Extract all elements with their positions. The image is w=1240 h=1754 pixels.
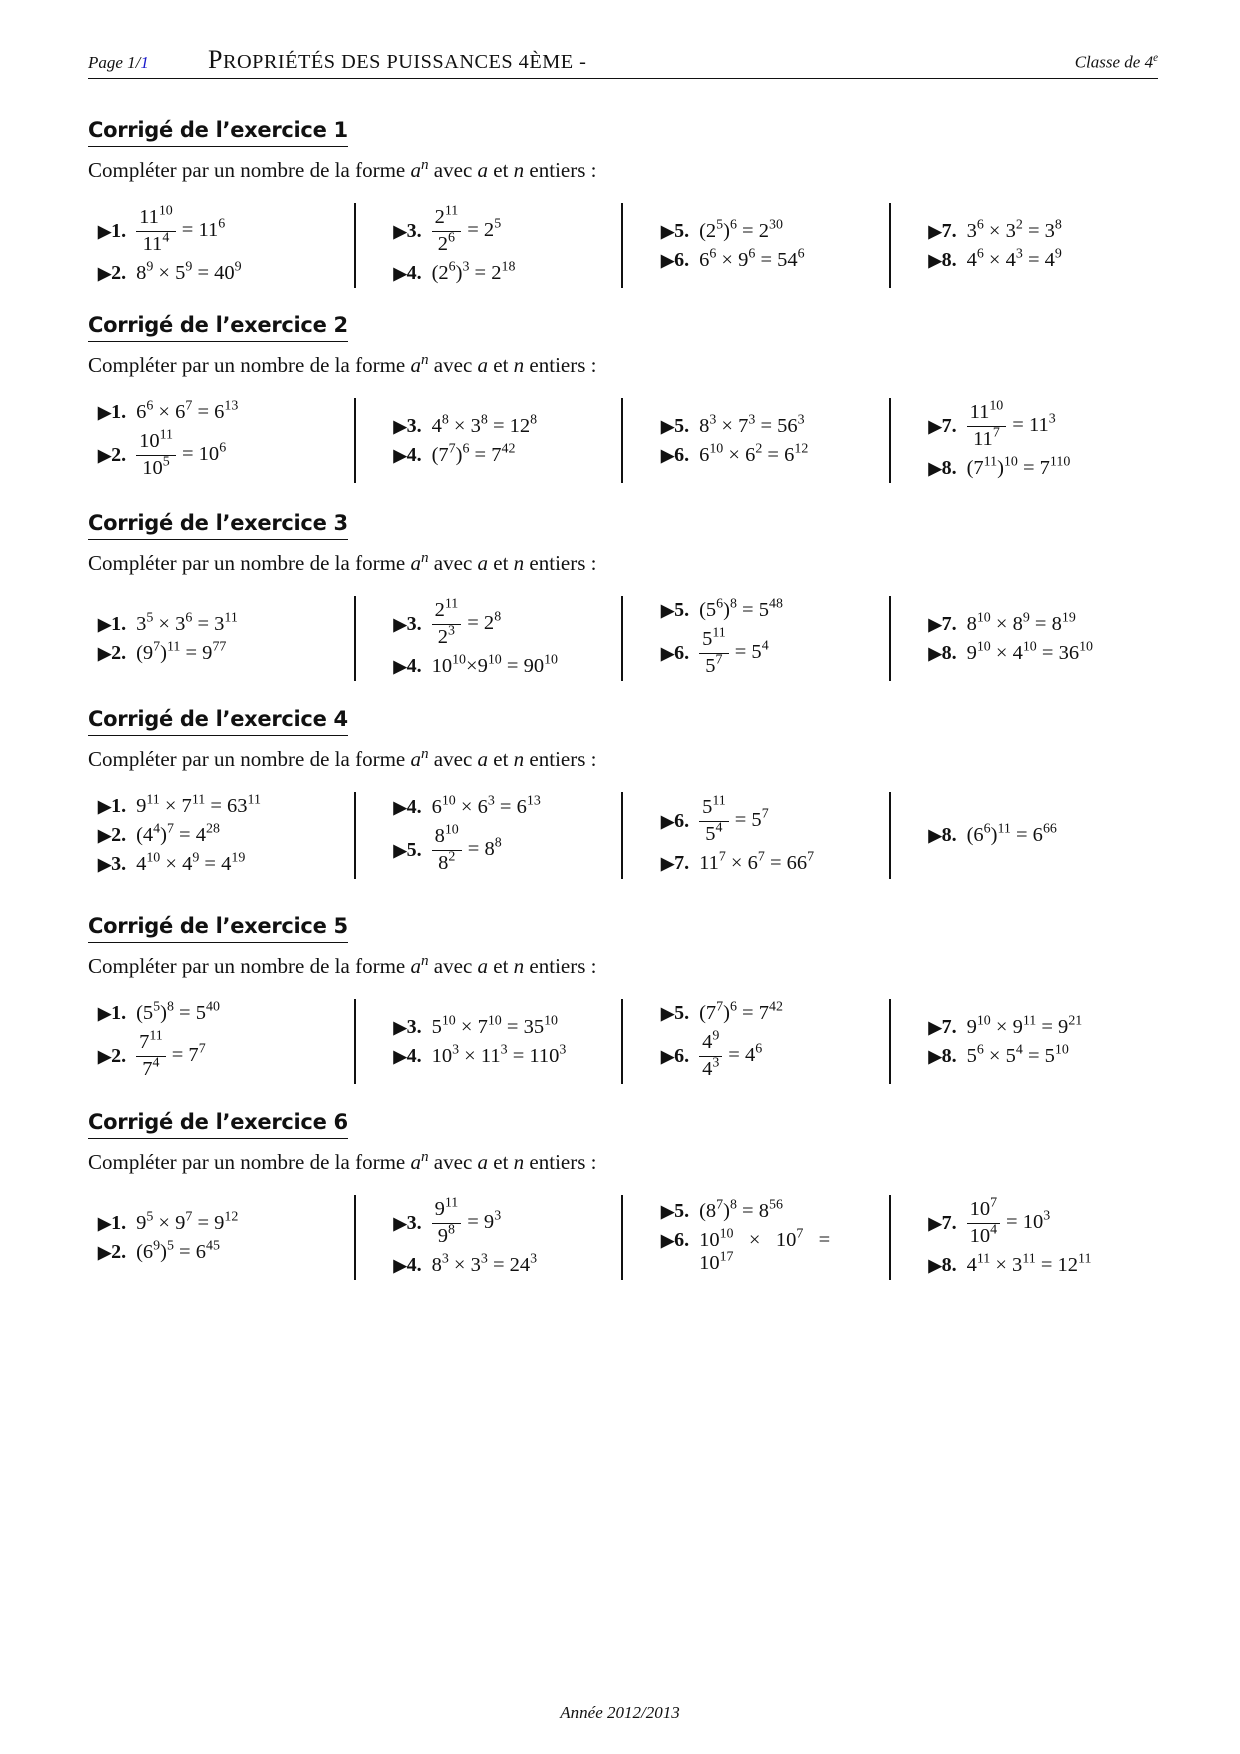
triangle-bullet-icon: ▶ xyxy=(661,416,675,436)
item-expression xyxy=(432,822,502,875)
exercise-item xyxy=(661,596,889,622)
exercise-instruction: Compléter par un nombre de la forme $a^n$ avec a et n entiers : xyxy=(88,1149,597,1174)
item-number: ▶4. xyxy=(393,262,422,285)
exercise-item xyxy=(928,1042,1159,1068)
fraction-result: = $5^4$ xyxy=(734,638,769,663)
item-number: ▶6. xyxy=(661,809,690,832)
exercise-column xyxy=(356,1195,624,1280)
exercise-column xyxy=(88,398,356,483)
exercise-column xyxy=(623,398,891,483)
triangle-bullet-icon: ▶ xyxy=(928,826,942,845)
triangle-bullet-icon: ▶ xyxy=(928,1017,942,1037)
page-header xyxy=(88,42,1158,79)
exercise-item xyxy=(98,427,354,480)
item-expression xyxy=(432,1195,502,1248)
exercise-title: Corrigé de l’exercice 4 xyxy=(88,707,348,736)
item-number: ▶5. xyxy=(661,1200,690,1223)
exercise-item xyxy=(98,1238,354,1264)
exercise-title: Corrigé de l’exercice 6 xyxy=(88,1110,348,1139)
fraction-denominator: $4^3$ xyxy=(702,1055,720,1080)
fraction xyxy=(136,203,176,256)
item-expression: $(4^4)^7 = 4^{28}$ xyxy=(136,821,220,846)
fraction-numerator: $7^{11}$ xyxy=(136,1031,166,1057)
item-number: ▶3. xyxy=(393,1015,422,1038)
fraction-denominator: $5^7$ xyxy=(705,652,723,677)
exercise-item xyxy=(928,610,1159,636)
exercise-column xyxy=(623,596,891,681)
item-expression xyxy=(699,1226,831,1275)
exercise-item xyxy=(928,246,1159,272)
triangle-bullet-icon: ▶ xyxy=(98,797,112,816)
exercise-columns xyxy=(88,1195,1158,1280)
exercise-item xyxy=(393,1251,622,1277)
fraction-result: = $9^3$ xyxy=(467,1208,502,1233)
document-title: PROPRIÉTÉS DES PUISSANCES 4ÈME - xyxy=(208,45,587,74)
exercise-item xyxy=(98,610,354,636)
fraction-numerator: $10^7$ xyxy=(967,1198,1000,1224)
exercise-column xyxy=(88,999,356,1084)
triangle-bullet-icon: ▶ xyxy=(661,1004,675,1023)
item-number: ▶8. xyxy=(928,641,957,664)
fraction-result: = $10^3$ xyxy=(1006,1208,1051,1233)
fraction xyxy=(432,203,462,256)
triangle-bullet-icon: ▶ xyxy=(661,250,675,270)
item-number: ▶5. xyxy=(393,838,422,861)
triangle-bullet-icon: ▶ xyxy=(928,1213,942,1233)
exercise-item xyxy=(98,1209,354,1235)
item-number: ▶6. xyxy=(661,641,690,664)
wrapped-expression xyxy=(699,1226,831,1275)
exercise-title: Corrigé de l’exercice 1 xyxy=(88,118,348,147)
exercise-column xyxy=(891,203,1159,288)
triangle-bullet-icon: ▶ xyxy=(393,1213,407,1233)
item-expression: $8^3 \times 3^3 = 24^3$ xyxy=(431,1251,538,1277)
fraction-result: = $11^3$ xyxy=(1012,411,1056,436)
triangle-bullet-icon: ▶ xyxy=(928,614,942,634)
exercise-item xyxy=(393,203,622,256)
fraction-denominator: $2^6$ xyxy=(437,230,456,255)
fraction-result: = $5^7$ xyxy=(734,806,769,831)
exercise-item xyxy=(661,999,889,1025)
page-total-link[interactable]: 1 xyxy=(140,53,149,72)
triangle-bullet-icon: ▶ xyxy=(98,826,112,845)
item-expression: $3^6 \times 3^2 = 3^8$ xyxy=(966,217,1062,242)
exercise-item xyxy=(661,849,889,875)
item-number: ▶5. xyxy=(661,1002,690,1024)
fraction-denominator: $5^4$ xyxy=(705,820,723,845)
exercise-column xyxy=(891,792,1159,879)
item-expression: $9^{11} \times 7^{11} = 63^{11}$ xyxy=(136,792,261,817)
item-expression: $6^{10} \times 6^2 = 6^{12}$ xyxy=(699,441,809,466)
item-expression: $(2^6)^3 = 2^{18}$ xyxy=(431,259,516,285)
fraction xyxy=(432,822,462,875)
fraction-denominator: $11^4$ xyxy=(142,230,170,255)
exercise-column xyxy=(623,1195,891,1280)
exercise-item xyxy=(393,793,622,819)
item-number: ▶7. xyxy=(661,852,690,875)
exercise-1 xyxy=(88,118,1158,288)
item-expression xyxy=(699,1028,763,1081)
exercise-column xyxy=(623,999,891,1084)
fraction-numerator: $9^{11}$ xyxy=(432,1198,462,1224)
triangle-bullet-icon: ▶ xyxy=(928,250,942,270)
item-number: ▶2. xyxy=(98,824,127,846)
page-number: Page 1/1 xyxy=(88,53,149,72)
fraction xyxy=(967,398,1007,451)
exercise-item xyxy=(98,203,354,256)
item-expression: $10^{10}\times 9^{10} = 90^{10}$ xyxy=(431,652,559,678)
item-number: ▶8. xyxy=(928,1044,957,1067)
exercise-item xyxy=(393,259,622,285)
exercise-3 xyxy=(88,511,1158,681)
exercise-item xyxy=(393,596,622,649)
exercise-columns xyxy=(88,999,1158,1084)
item-expression xyxy=(136,1028,206,1081)
fraction-numerator: $4^9$ xyxy=(699,1031,722,1057)
exercise-column xyxy=(623,203,891,288)
item-number: ▶6. xyxy=(661,1229,690,1252)
item-number: ▶4. xyxy=(393,1044,422,1067)
fraction-numerator: $5^{11}$ xyxy=(699,796,729,822)
item-expression: $6^6 \times 9^6 = 54^6$ xyxy=(699,246,805,271)
item-expression: $9^{10} \times 4^{10} = 36^{10}$ xyxy=(966,639,1094,664)
exercise-columns xyxy=(88,398,1158,483)
item-expression: $8^9 \times 5^9 = 40^9$ xyxy=(136,259,242,285)
exercise-column xyxy=(88,792,356,879)
triangle-bullet-icon: ▶ xyxy=(661,1046,675,1066)
item-number: ▶3. xyxy=(393,1211,422,1234)
item-number: ▶4. xyxy=(393,1254,422,1277)
exercise-column xyxy=(891,999,1159,1084)
fraction xyxy=(699,625,729,678)
exercise-column xyxy=(356,792,624,879)
exercise-instruction: Compléter par un nombre de la forme $a^n$ avec a et n entiers : xyxy=(88,157,597,182)
triangle-bullet-icon: ▶ xyxy=(393,1017,407,1037)
exercise-column xyxy=(356,203,624,288)
exercise-column xyxy=(88,203,356,288)
item-expression: $8^{10} \times 8^9 = 8^{19}$ xyxy=(966,610,1076,635)
item-expression: $5^{10} \times 7^{10} = 35^{10}$ xyxy=(431,1013,559,1038)
exercise-item xyxy=(98,999,354,1025)
exercise-item xyxy=(661,625,889,678)
exercise-column xyxy=(356,398,624,483)
item-expression: $3^5 \times 3^6 = 3^{11}$ xyxy=(136,610,238,635)
item-number: ▶7. xyxy=(928,414,957,437)
triangle-bullet-icon: ▶ xyxy=(661,221,675,241)
exercise-6 xyxy=(88,1110,1158,1280)
fraction-numerator: $10^{11}$ xyxy=(136,430,176,456)
triangle-bullet-icon: ▶ xyxy=(393,264,407,284)
item-number: ▶1. xyxy=(98,612,127,635)
item-expression xyxy=(136,203,226,256)
item-number: ▶1. xyxy=(98,219,127,242)
exercise-item xyxy=(928,1013,1159,1039)
fraction-numerator: $11^{10}$ xyxy=(967,401,1007,427)
item-expression: $(2^5)^6 = 2^{30}$ xyxy=(699,217,783,242)
exercise-column xyxy=(356,999,624,1084)
triangle-bullet-icon: ▶ xyxy=(98,1242,112,1262)
triangle-bullet-icon: ▶ xyxy=(393,1046,407,1066)
exercise-item xyxy=(98,639,354,665)
item-number: ▶4. xyxy=(393,795,422,818)
fraction xyxy=(432,596,462,649)
triangle-bullet-icon: ▶ xyxy=(928,643,942,663)
item-expression: $4^{10} \times 4^9 = 4^{19}$ xyxy=(136,850,246,875)
item-number: ▶1. xyxy=(98,795,127,817)
exercise-column xyxy=(88,596,356,681)
triangle-bullet-icon: ▶ xyxy=(928,459,942,479)
item-expression: $10^3 \times 11^3 = 110^3$ xyxy=(431,1042,567,1067)
exercise-title: Corrigé de l’exercice 5 xyxy=(88,914,348,943)
item-number: ▶7. xyxy=(928,1211,957,1234)
triangle-bullet-icon: ▶ xyxy=(661,1202,675,1222)
exercise-item xyxy=(393,652,622,678)
fraction-result: = $10^6$ xyxy=(182,440,227,465)
item-number: ▶8. xyxy=(928,457,957,480)
item-expression xyxy=(967,1195,1051,1248)
item-number: ▶4. xyxy=(393,655,422,678)
item-expression xyxy=(967,398,1056,451)
exercise-item xyxy=(393,1195,622,1248)
item-number: ▶8. xyxy=(928,248,957,271)
exercise-instruction: Compléter par un nombre de la forme $a^n$ avec a et n entiers : xyxy=(88,953,597,978)
item-number: ▶3. xyxy=(393,219,422,242)
exercise-item xyxy=(928,1195,1159,1248)
triangle-bullet-icon: ▶ xyxy=(98,855,112,874)
item-number: ▶5. xyxy=(661,414,690,437)
exercise-column xyxy=(891,398,1159,483)
item-expression xyxy=(432,203,502,256)
exercise-item xyxy=(661,217,889,243)
triangle-bullet-icon: ▶ xyxy=(393,614,407,634)
exercise-column xyxy=(891,596,1159,681)
fraction-denominator: $11^7$ xyxy=(973,425,1000,450)
triangle-bullet-icon: ▶ xyxy=(661,811,675,831)
exercise-columns xyxy=(88,203,1158,288)
item-number: ▶2. xyxy=(98,262,127,285)
item-number: ▶7. xyxy=(928,219,957,242)
triangle-bullet-icon: ▶ xyxy=(98,221,112,241)
fraction-numerator: $2^{11}$ xyxy=(432,206,462,232)
exercise-item xyxy=(928,821,1159,847)
item-number: ▶4. xyxy=(393,443,422,466)
expression-line-1: $10^{10} \times 10^7$ = xyxy=(699,1226,831,1252)
exercise-4 xyxy=(88,707,1158,879)
exercise-item xyxy=(98,821,354,847)
fraction xyxy=(432,1195,462,1248)
item-number: ▶2. xyxy=(98,641,127,664)
triangle-bullet-icon: ▶ xyxy=(98,403,112,422)
class-label: Classe de 4e xyxy=(1074,52,1158,72)
exercise-title: Corrigé de l’exercice 2 xyxy=(88,313,348,342)
item-number: ▶6. xyxy=(661,443,690,466)
item-expression xyxy=(136,427,227,480)
item-number: ▶2. xyxy=(98,1240,127,1263)
exercise-item xyxy=(98,259,354,285)
page-footer: Année 2012/2013 xyxy=(560,1703,680,1722)
item-number: ▶6. xyxy=(661,248,690,271)
exercise-item xyxy=(661,246,889,272)
exercise-item xyxy=(393,441,622,467)
item-number: ▶3. xyxy=(393,414,422,437)
item-number: ▶2. xyxy=(98,1044,127,1067)
item-expression: $9^{10} \times 9^{11} = 9^{21}$ xyxy=(966,1013,1083,1038)
exercise-item xyxy=(928,217,1159,243)
exercise-2 xyxy=(88,313,1158,483)
triangle-bullet-icon: ▶ xyxy=(393,445,407,465)
item-number: ▶1. xyxy=(98,1002,127,1024)
exercise-instruction: Compléter par un nombre de la forme $a^n$ avec a et n entiers : xyxy=(88,746,597,771)
exercise-item xyxy=(98,1028,354,1081)
fraction-result: = $2^5$ xyxy=(467,216,502,241)
triangle-bullet-icon: ▶ xyxy=(928,416,942,436)
fraction-numerator: $2^{11}$ xyxy=(432,599,462,625)
exercise-instruction: Compléter par un nombre de la forme $a^n$ avec a et n entiers : xyxy=(88,550,597,575)
triangle-bullet-icon: ▶ xyxy=(661,643,675,663)
item-expression xyxy=(432,596,502,649)
exercise-title: Corrigé de l’exercice 3 xyxy=(88,511,348,540)
triangle-bullet-icon: ▶ xyxy=(661,1231,675,1251)
triangle-bullet-icon: ▶ xyxy=(393,797,407,817)
item-number: ▶3. xyxy=(98,853,127,875)
triangle-bullet-icon: ▶ xyxy=(98,1046,112,1066)
item-number: ▶7. xyxy=(928,1015,957,1038)
fraction-denominator: $8^2$ xyxy=(438,849,456,874)
triangle-bullet-icon: ▶ xyxy=(98,643,112,663)
triangle-bullet-icon: ▶ xyxy=(661,445,675,465)
exercise-item xyxy=(98,398,354,424)
exercise-item xyxy=(928,454,1159,480)
exercise-item xyxy=(928,639,1159,665)
fraction-result: = $7^7$ xyxy=(171,1041,206,1066)
item-expression: $4^8 \times 3^8 = 12^8$ xyxy=(431,412,538,437)
fraction xyxy=(967,1195,1000,1248)
triangle-bullet-icon: ▶ xyxy=(98,1004,112,1023)
fraction-result: = $8^8$ xyxy=(467,835,502,860)
exercise-item xyxy=(393,822,622,875)
triangle-bullet-icon: ▶ xyxy=(393,657,407,677)
fraction-numerator: $5^{11}$ xyxy=(699,628,729,654)
triangle-bullet-icon: ▶ xyxy=(393,416,407,436)
exercise-column xyxy=(88,1195,356,1280)
item-expression xyxy=(699,793,769,846)
item-number: ▶8. xyxy=(928,824,957,846)
exercise-item xyxy=(928,398,1159,451)
item-expression: $6^6 \times 6^7 = 6^{13}$ xyxy=(136,398,239,423)
exercise-columns xyxy=(88,596,1158,681)
exercise-columns xyxy=(88,792,1158,879)
item-expression: $4^{11} \times 3^{11} = 12^{11}$ xyxy=(966,1251,1092,1277)
exercise-item xyxy=(393,1013,622,1039)
fraction-result: = $4^6$ xyxy=(728,1041,763,1066)
item-expression: $(5^6)^8 = 5^{48}$ xyxy=(699,596,783,621)
fraction-denominator: $10^4$ xyxy=(969,1222,998,1247)
fraction xyxy=(699,1028,722,1081)
triangle-bullet-icon: ▶ xyxy=(928,221,942,241)
item-number: ▶8. xyxy=(928,1254,957,1277)
exercise-column xyxy=(891,1195,1159,1280)
exercise-item xyxy=(661,412,889,438)
fraction-denominator: $10^5$ xyxy=(142,454,170,479)
item-number: ▶1. xyxy=(98,401,127,423)
triangle-bullet-icon: ▶ xyxy=(98,1213,112,1233)
item-expression: $11^7 \times 6^7 = 66^7$ xyxy=(699,849,815,875)
exercise-item xyxy=(393,1042,622,1068)
triangle-bullet-icon: ▶ xyxy=(98,264,112,284)
exercise-item xyxy=(928,1251,1159,1277)
triangle-bullet-icon: ▶ xyxy=(928,1046,942,1066)
item-expression: $(9^7)^{11} = 9^{77}$ xyxy=(136,639,227,664)
item-expression: $(8^7)^8 = 8^{56}$ xyxy=(699,1197,783,1223)
fraction-result: = $2^8$ xyxy=(467,609,502,634)
exercise-item xyxy=(661,1226,889,1275)
item-expression: $(7^{11})^{10} = 7^{110}$ xyxy=(966,454,1071,480)
fraction-denominator: $7^4$ xyxy=(142,1055,160,1080)
item-expression: $(6^6)^{11} = 6^{66}$ xyxy=(966,821,1057,846)
exercise-5 xyxy=(88,914,1158,1084)
triangle-bullet-icon: ▶ xyxy=(98,445,112,465)
fraction-numerator: $11^{10}$ xyxy=(136,206,176,232)
exercise-item xyxy=(98,792,354,818)
exercise-item xyxy=(98,850,354,876)
triangle-bullet-icon: ▶ xyxy=(393,1256,407,1276)
item-expression: $8^3 \times 7^3 = 56^3$ xyxy=(699,412,805,437)
exercise-instruction: Compléter par un nombre de la forme $a^n$ avec a et n entiers : xyxy=(88,352,597,377)
expression-line-2: $10^{17}$ xyxy=(699,1249,734,1275)
item-expression: $6^{10} \times 6^3 = 6^{13}$ xyxy=(431,793,541,818)
exercise-item xyxy=(661,1197,889,1223)
fraction xyxy=(136,427,176,480)
triangle-bullet-icon: ▶ xyxy=(661,601,675,620)
triangle-bullet-icon: ▶ xyxy=(98,614,112,634)
fraction-numerator: $8^{10}$ xyxy=(432,825,462,851)
item-expression: $(7^7)^6 = 7^{42}$ xyxy=(699,999,783,1024)
fraction-denominator: $2^3$ xyxy=(437,623,456,648)
triangle-bullet-icon: ▶ xyxy=(661,854,675,874)
item-number: ▶5. xyxy=(661,219,690,242)
fraction-result: = $11^6$ xyxy=(181,216,226,241)
exercise-item xyxy=(393,412,622,438)
item-number: ▶1. xyxy=(98,1211,127,1234)
item-number: ▶5. xyxy=(661,599,690,621)
exercise-column xyxy=(623,792,891,879)
item-expression: $5^6 \times 5^4 = 5^{10}$ xyxy=(966,1042,1069,1067)
item-expression: $(6^9)^5 = 6^{45}$ xyxy=(136,1238,220,1263)
exercise-item xyxy=(661,793,889,846)
triangle-bullet-icon: ▶ xyxy=(393,221,407,241)
exercise-item xyxy=(661,1028,889,1081)
item-number: ▶3. xyxy=(393,612,422,635)
item-number: ▶2. xyxy=(98,443,127,466)
item-expression xyxy=(699,625,769,678)
exercise-column xyxy=(356,596,624,681)
item-expression: $(5^5)^8 = 5^{40}$ xyxy=(136,999,220,1024)
fraction xyxy=(136,1028,166,1081)
item-number: ▶7. xyxy=(928,612,957,635)
item-number: ▶6. xyxy=(661,1044,690,1067)
item-expression: $9^5 \times 9^7 = 9^{12}$ xyxy=(136,1209,239,1234)
triangle-bullet-icon: ▶ xyxy=(928,1256,942,1276)
item-expression: $(7^7)^6 = 7^{42}$ xyxy=(431,441,516,466)
fraction xyxy=(699,793,729,846)
exercise-item xyxy=(661,441,889,467)
item-expression: $4^6 \times 4^3 = 4^9$ xyxy=(966,246,1062,271)
fraction-denominator: $9^8$ xyxy=(437,1222,456,1247)
triangle-bullet-icon: ▶ xyxy=(393,840,407,860)
